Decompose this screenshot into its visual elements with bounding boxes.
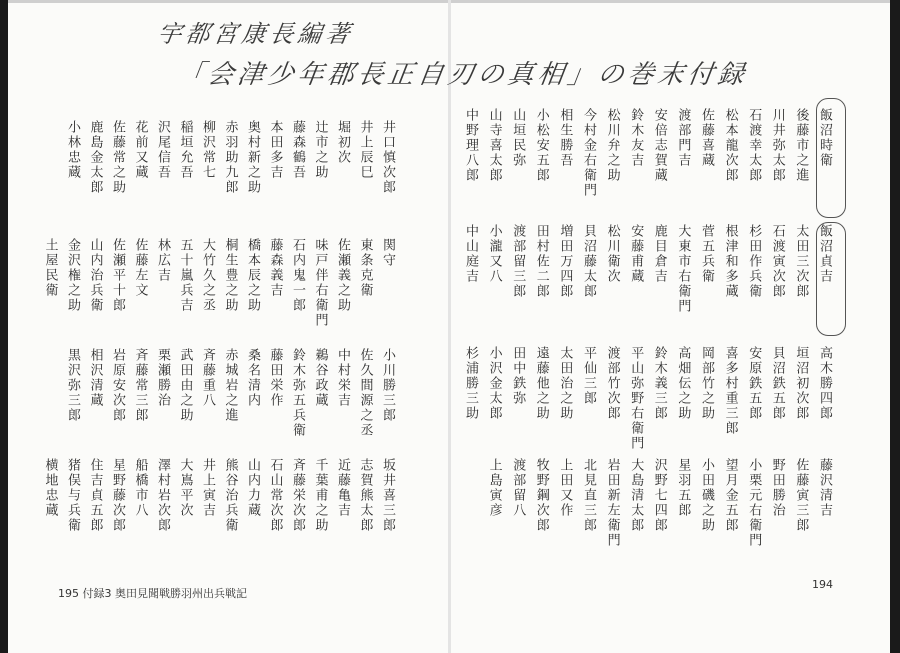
name-entry: 相生勝吾 [557,108,573,168]
name-entry: 藤森鶴吾 [290,120,305,180]
name-entry: 澤村岩次郎 [155,458,170,533]
name-entry: 井上寅吉 [200,458,215,518]
name-entry: 小川勝三郎 [380,348,395,423]
name-entry: 飯沼貞吉 [817,224,832,284]
name-entry: 林広吉 [155,238,170,283]
name-entry: 佐藤寅三郎 [793,458,809,533]
name-entry: 五十嵐兵吉 [177,238,193,313]
name-entry: 増田万四郎 [557,224,573,299]
name-entry: 渡部竹次郎 [604,346,620,421]
name-entry: 橋本辰之助 [245,238,260,313]
name-entry: 沢野七四郎 [651,458,667,533]
name-entry: 佐藤喜蔵 [699,108,714,168]
name-entry: 鹿島金太郎 [87,120,103,195]
name-entry: 貝沼鉄五郎 [769,346,785,421]
name-entry: 中野理八郎 [463,108,478,183]
name-entry: 貝沼藤太郎 [581,224,596,299]
name-entry: 太田三次郎 [793,224,809,299]
handwritten-note-line-2: 「会津少年郡長正自刃の真相」の巻末付録 [175,60,750,90]
name-entry: 喜多村重三郎 [722,346,738,436]
name-entry: 中村栄吉 [335,348,350,408]
name-entry: 横地忠蔵 [42,458,58,518]
name-entry: 渡部留三郎 [510,224,526,299]
name-entry: 藤田栄作 [267,348,283,408]
name-entry: 山垣民弥 [510,108,526,168]
name-entry: 上田又作 [557,458,573,518]
name-entry: 岩田新左衛門 [604,458,620,548]
handwritten-note-line-1: 宇都宮康長編著 [155,20,356,48]
name-entry: 千葉甫之助 [312,458,328,533]
name-entry: 赤羽助九郎 [222,120,238,195]
name-entry: 安原鉄五郎 [746,346,762,421]
name-entry: 斉藤栄次郎 [290,458,305,533]
name-entry: 田村佐二郎 [533,224,549,299]
name-entry: 北見直三郎 [581,458,596,533]
name-entry: 小田磯之助 [699,458,714,533]
name-entry: 武田由之助 [177,348,193,423]
name-entry: 渡部門吉 [675,108,691,168]
name-entry: 菅五兵衛 [699,224,714,284]
name-entry: 桐生豊之助 [222,238,238,313]
name-entry: 船橋市八 [132,458,148,518]
name-entry: 堀初次 [335,120,350,165]
name-entry: 田中鉄弥 [510,346,526,406]
name-entry: 山内力蔵 [245,458,260,518]
name-entry: 岩原安次郎 [110,348,125,423]
name-entry: 星羽五郎 [675,458,691,518]
name-entry: 今村金右衛門 [581,108,596,198]
name-entry: 井口慎次郎 [380,120,395,195]
name-entry: 星野藤次郎 [110,458,125,533]
name-entry: 辻市之助 [312,120,328,180]
name-entry: 垣沼初次郎 [793,346,809,421]
name-entry: 佐瀬義之助 [335,238,350,313]
name-entry: 山寺喜太郎 [486,108,502,183]
name-entry: 渡部留八 [510,458,526,518]
name-entry: 鵜谷政蔵 [312,348,328,408]
right-scan-edge [890,0,900,653]
name-entry: 小松安五郎 [533,108,549,183]
name-entry: 栗瀬勝治 [155,348,170,408]
name-entry: 平山弥野右衛門 [628,346,644,451]
name-entry: 赤城岩之進 [222,348,238,423]
name-entry: 後藤市之進 [793,108,809,183]
name-entry: 斉藤常三郎 [132,348,148,423]
name-entry: 小栗元右衛門 [746,458,762,548]
name-entry: 藤沢清吉 [817,458,832,518]
name-entry: 石渡寅次郎 [769,224,785,299]
name-entry: 飯沼時衛 [817,108,832,168]
name-entry: 沢尾信吾 [155,120,170,180]
name-entry: 石渡幸太郎 [746,108,762,183]
name-entry: 小沢金太郎 [486,346,502,421]
name-entry: 中山庭吉 [463,224,478,284]
name-entry: 川井弥太郎 [769,108,785,183]
name-entry: 熊谷治兵衛 [222,458,238,533]
page-gutter [448,0,451,653]
name-entry: 鈴木義三郎 [651,346,667,421]
name-entry: 東条克衛 [357,238,373,298]
name-entry: 井上辰巳 [357,120,373,180]
name-entry: 金沢権之助 [65,238,80,313]
name-entry: 高畑伝之助 [675,346,691,421]
left-scan-edge [0,0,8,653]
name-entry: 斉藤重八 [200,348,215,408]
name-entry: 相沢清蔵 [87,348,103,408]
name-entry: 小林忠蔵 [65,120,80,180]
name-entry: 花前又蔵 [132,120,148,180]
name-entry: 本田多吉 [267,120,283,180]
name-entry: 黒沢弥三郎 [65,348,80,423]
name-entry: 松川衛次 [604,224,620,284]
name-entry: 岡部竹之助 [699,346,714,421]
name-entry: 味戸伴右衛門 [312,238,328,328]
name-entry: 石山常次郎 [267,458,283,533]
name-entry: 柳沢常七 [200,120,215,180]
name-entry: 鈴木友吉 [628,108,644,168]
name-entry: 住吉貞五郎 [87,458,103,533]
name-entry: 大嶌平次 [177,458,193,518]
name-entry: 大東市右衛門 [675,224,691,314]
name-entry: 佐藤左文 [132,238,148,298]
name-entry: 猪俣与兵衛 [65,458,80,533]
handwritten-circle-2 [816,222,846,336]
name-entry: 安倍志賀蔵 [651,108,667,183]
name-entry: 牧野鋼次郎 [533,458,549,533]
name-entry: 藤森義吉 [267,238,283,298]
name-entry: 高木勝四郎 [817,346,832,421]
name-entry: 土屋民衛 [42,238,58,298]
name-entry: 大竹久之丞 [200,238,215,313]
name-entry: 望月金五郎 [722,458,738,533]
name-entry: 小瀧又八 [486,224,502,284]
name-entry: 太田治之助 [557,346,573,421]
name-entry: 野田勝治 [769,458,785,518]
name-entry: 奥村新之助 [245,120,260,195]
handwritten-circle-1 [816,98,846,218]
name-entry: 鈴木弥五兵衛 [290,348,305,438]
name-entry: 上島寅彦 [486,458,502,518]
page-number: 194 [812,578,833,591]
name-entry: 平仙三郎 [581,346,596,406]
name-entry: 杉浦勝三助 [463,346,478,421]
name-entry: 松川弁之助 [604,108,620,183]
name-entry: 佐藤常之助 [110,120,125,195]
name-entry: 松本龍次郎 [722,108,738,183]
name-entry: 桑名清内 [245,348,260,408]
name-entry: 佐瀬平十郎 [110,238,125,313]
name-entry: 坂井喜三郎 [380,458,395,533]
name-entry: 山内治兵衛 [87,238,103,313]
name-entry: 鹿目倉吉 [651,224,667,284]
name-entry: 石内鬼一郎 [290,238,305,313]
name-entry: 大島清太郎 [628,458,644,533]
name-entry: 近藤亀吉 [335,458,350,518]
name-entry: 杉田作兵衛 [746,224,762,299]
name-entry: 関守 [380,238,395,268]
name-entry: 安藤甫蔵 [628,224,644,284]
name-entry: 根津和多蔵 [722,224,738,299]
page-footer-caption: 195 付録3 奥田見聞戦勝羽州出兵戦記 [58,587,247,600]
name-entry: 稲垣允吾 [177,120,193,180]
name-entry: 佐久間源之丞 [357,348,373,438]
name-entry: 遠藤他之助 [533,346,549,421]
name-entry: 志賀熊太郎 [357,458,373,533]
